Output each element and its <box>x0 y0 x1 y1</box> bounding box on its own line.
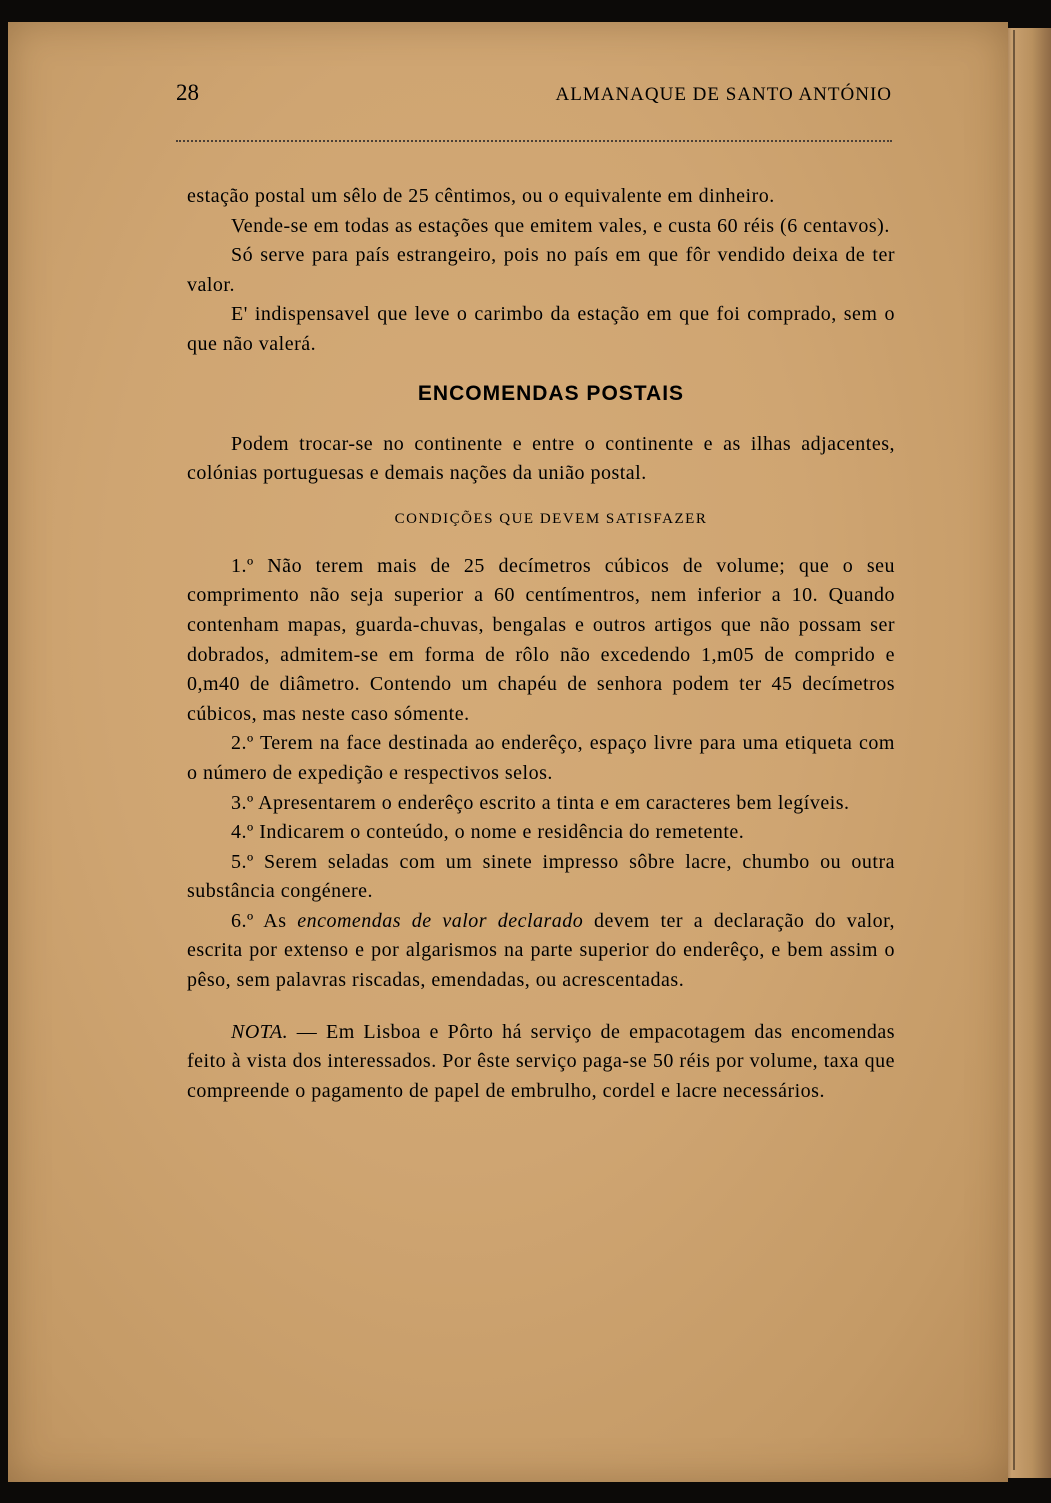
condition-1: 1.º Não terem mais de 25 decímetros cúbicos de volume; que o seu comprimento não seja superior a 60 centímentros, nem inferior a 10. Quando contenham mapas, guarda-chuvas, bengalas e outros artigos que não possam ser dobrados, admitem-se em forma de rôlo não excedendo 1,m05 de comprido e 0,m40 de diâmetro. Contendo um chapéu de senhora podem ter 45 decímetros cúbicos, mas neste caso sómente. <box>187 554 895 725</box>
condition-5: 5.º Serem seladas com um sinete impresso sôbre lacre, chumbo ou outra substância congénere. <box>187 850 895 903</box>
header-dotted-rule <box>176 140 892 142</box>
spacer <box>187 996 895 1018</box>
paragraph-sale: Vende-se em todas as estações que emitem vales, e custa 60 réis (6 centavos). <box>231 214 890 237</box>
page-edge-line <box>1013 30 1015 1470</box>
page-body <box>187 182 895 1106</box>
paragraph-continuation: estação postal um sêlo de 25 cêntimos, ou o equivalente em dinheiro. <box>187 185 775 207</box>
subsection-title: CONDIÇÕES QUE DEVEM SATISFAZER <box>394 510 708 527</box>
condition-3: 3.º Apresentarem o enderêço escrito a tinta e em caracteres bem legíveis. <box>231 791 850 814</box>
running-title: ALMANAQUE DE SANTO ANTÓNIO <box>555 84 892 105</box>
page-header <box>176 80 892 116</box>
condition-4: 4.º Indicarem o conteúdo, o nome e residência do remetente. <box>231 821 745 844</box>
condition-6 <box>187 907 895 996</box>
condition-6-emphasis: encomendas de valor declarado <box>297 909 584 932</box>
nota-paragraph <box>187 1018 895 1107</box>
book-page-edge <box>1003 28 1051 1478</box>
paragraph-validity: Só serve para país estrangeiro, pois no país em que fôr vendido deixa de ter valor. <box>187 244 895 296</box>
nota-label: NOTA. <box>231 1020 289 1043</box>
condition-6-text: devem ter a declaração do valor, escrita por extenso e por algarismos na parte superior do enderêço, e bem assim o pêso, sem palavras riscadas, emendadas, ou acrescentadas. <box>187 909 895 992</box>
condition-2: 2.º Terem na face destinada ao enderêço, espaço livre para uma etiqueta com o número de expedição e respectivos selos. <box>187 732 895 784</box>
page-number: 28 <box>176 80 199 105</box>
nota-text: — Em Lisboa e Pôrto há serviço de empacotagem das encomendas feito à vista dos interessados. Por êste serviço paga-se 50 réis por volume, taxa que compreende o pagamento de papel de embrulho, cordel e lacre necessários. <box>187 1020 895 1102</box>
section-title: ENCOMENDAS POSTAIS <box>417 381 685 405</box>
paragraph-postmark: E' indispensavel que leve o carimbo da estação em que foi comprado, sem o que não valerá. <box>187 303 895 355</box>
condition-6-prefix: 6.º As <box>231 909 298 932</box>
paragraph-encomendas-intro: Podem trocar-se no continente e entre o continente e as ilhas adjacentes, colónias portuguesas e demais nações da união postal. <box>187 432 895 485</box>
